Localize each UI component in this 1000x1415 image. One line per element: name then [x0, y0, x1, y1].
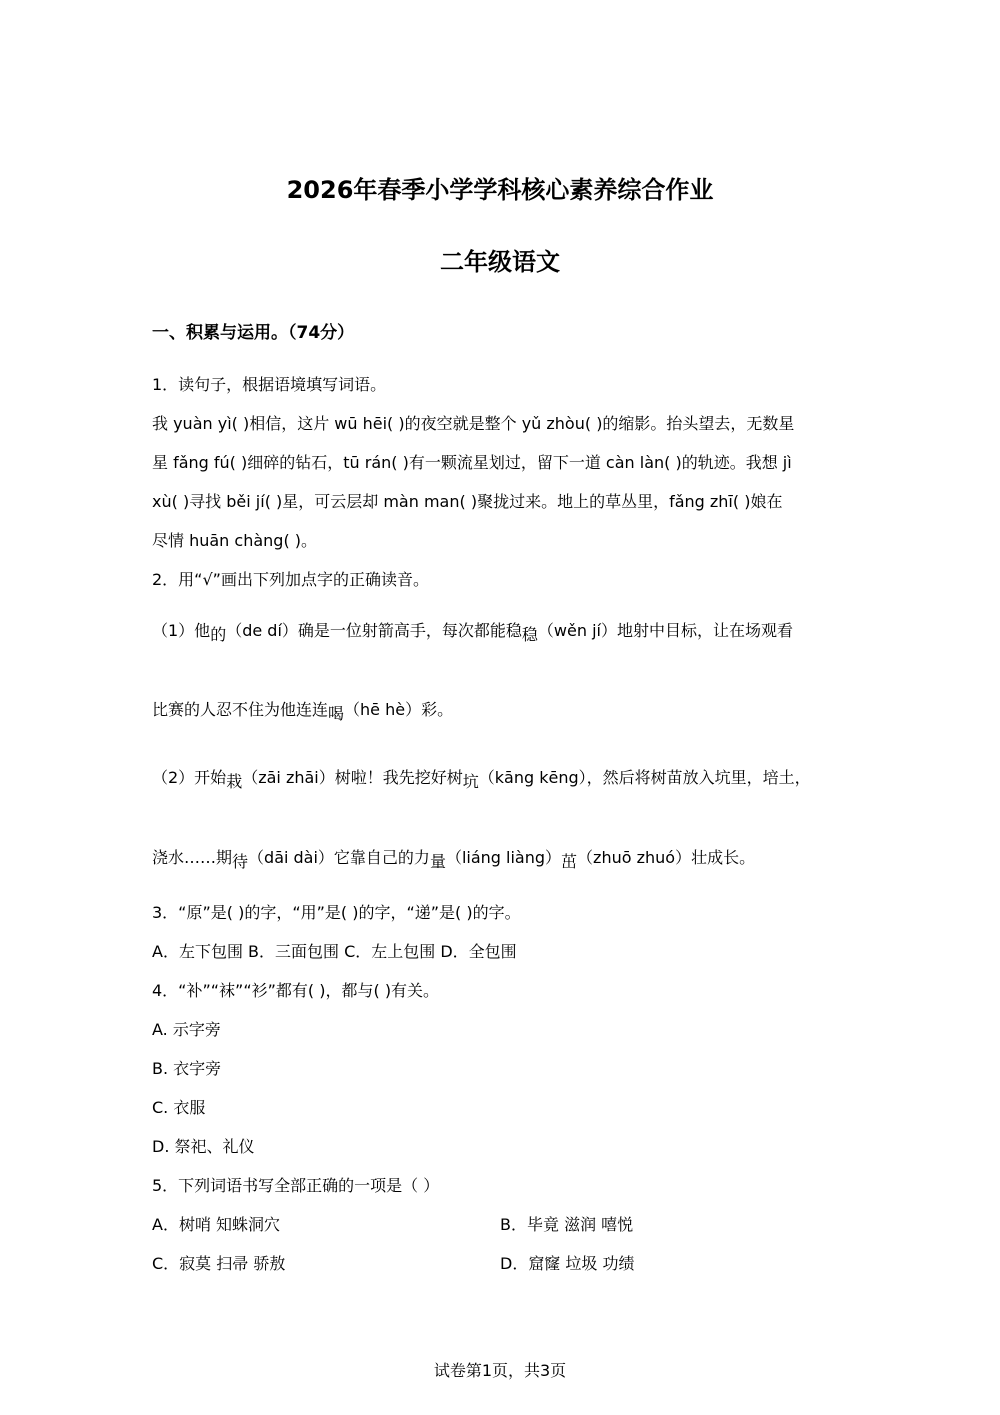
dotted-character: 茁	[561, 852, 578, 871]
question-1-line: 尽情 huān chàng( )。	[152, 531, 318, 550]
text-segment: （liáng liàng）	[445, 848, 562, 867]
text-segment: （1）他	[152, 621, 211, 640]
question-2-prompt: 2．用“√”画出下列加点字的正确读音。	[152, 570, 429, 589]
text-segment: （hē hè）彩。	[344, 700, 454, 719]
text-segment: 比赛的人忍不住为他连连	[152, 700, 329, 719]
question-2-item-2-line-2	[152, 845, 756, 871]
dotted-character: 量	[429, 852, 446, 871]
question-4-option-b: B. 衣字旁	[152, 1059, 222, 1078]
dotted-character: 待	[232, 852, 249, 871]
section-heading: 一、积累与运用。（74分）	[152, 323, 355, 343]
question-1-prompt: 1．读句子，根据语境填写词语。	[152, 375, 387, 394]
dotted-character: 喝	[328, 704, 345, 723]
text-segment: （zāi zhāi）树啦！我先挖好树	[242, 768, 463, 787]
exam-title: 2026年春季小学学科核心素养综合作业	[286, 176, 714, 204]
question-5-option-d: D．窟窿 垃圾 功绩	[500, 1254, 635, 1273]
text-segment: （de dí）确是一位射箭高手，每次都能稳	[226, 621, 522, 640]
text-segment: （kāng kēng），然后将树苗放入坑里，培土，	[478, 768, 811, 787]
question-1-line: 我 yuàn yì( )相信，这片 wū hēi( )的夜空就是整个 yǔ zhòu( )的缩影。抬头望去，无数星	[152, 414, 795, 433]
dotted-character: 坑	[462, 772, 479, 791]
question-4-option-a: A. 示字旁	[152, 1020, 221, 1039]
question-4-prompt: 4．“补”“袜”“衫”都有( )，都与( )有关。	[152, 981, 440, 1000]
exam-subtitle: 二年级语文	[440, 248, 560, 276]
question-3-prompt: 3．“原”是( )的字，“用”是( )的字，“递”是( )的字。	[152, 903, 521, 922]
text-segment: （wěn jí）地射中目标，让在场观看	[537, 621, 793, 640]
text-segment: （2）开始	[152, 768, 227, 787]
text-segment: 浇水……期	[152, 848, 233, 867]
question-5-option-c: C．寂莫 扫帚 骄敖	[152, 1254, 286, 1273]
question-2-item-1-line-1	[152, 618, 793, 644]
question-3-options: A．左下包围 B．三面包围 C．左上包围 D．全包围	[152, 942, 517, 961]
question-4-option-d: D. 祭祀、礼仪	[152, 1137, 255, 1156]
question-2-item-2-line-1	[152, 765, 811, 791]
question-4-option-c: C. 衣服	[152, 1098, 206, 1117]
question-1-line: xù( )寻找 běi jí( )星，可云层却 màn man( )聚拢过来。地上的草丛里，fǎng zhī( )娘在	[152, 492, 783, 511]
page-footer: 试卷第1页，共3页	[433, 1361, 567, 1380]
dotted-character: 栽	[226, 772, 243, 791]
question-5-option-b: B．毕竟 滋润 嘻悦	[500, 1215, 634, 1234]
dotted-character: 的	[210, 625, 227, 644]
question-5-option-a: A．树哨 知蛛洞穴	[152, 1215, 281, 1234]
text-segment: （zhuō zhuó）壮成长。	[577, 848, 756, 867]
question-2-item-1-line-2	[152, 697, 454, 723]
text-segment: （dāi dài）它靠自己的力	[248, 848, 430, 867]
dotted-character: 稳	[521, 625, 538, 644]
question-5-prompt: 5．下列词语书写全部正确的一项是（ ）	[152, 1176, 440, 1195]
question-1-line: 星 fǎng fú( )细碎的钻石，tū rán( )有一颗流星划过，留下一道 càn làn( )的轨迹。我想 jì	[152, 453, 792, 472]
